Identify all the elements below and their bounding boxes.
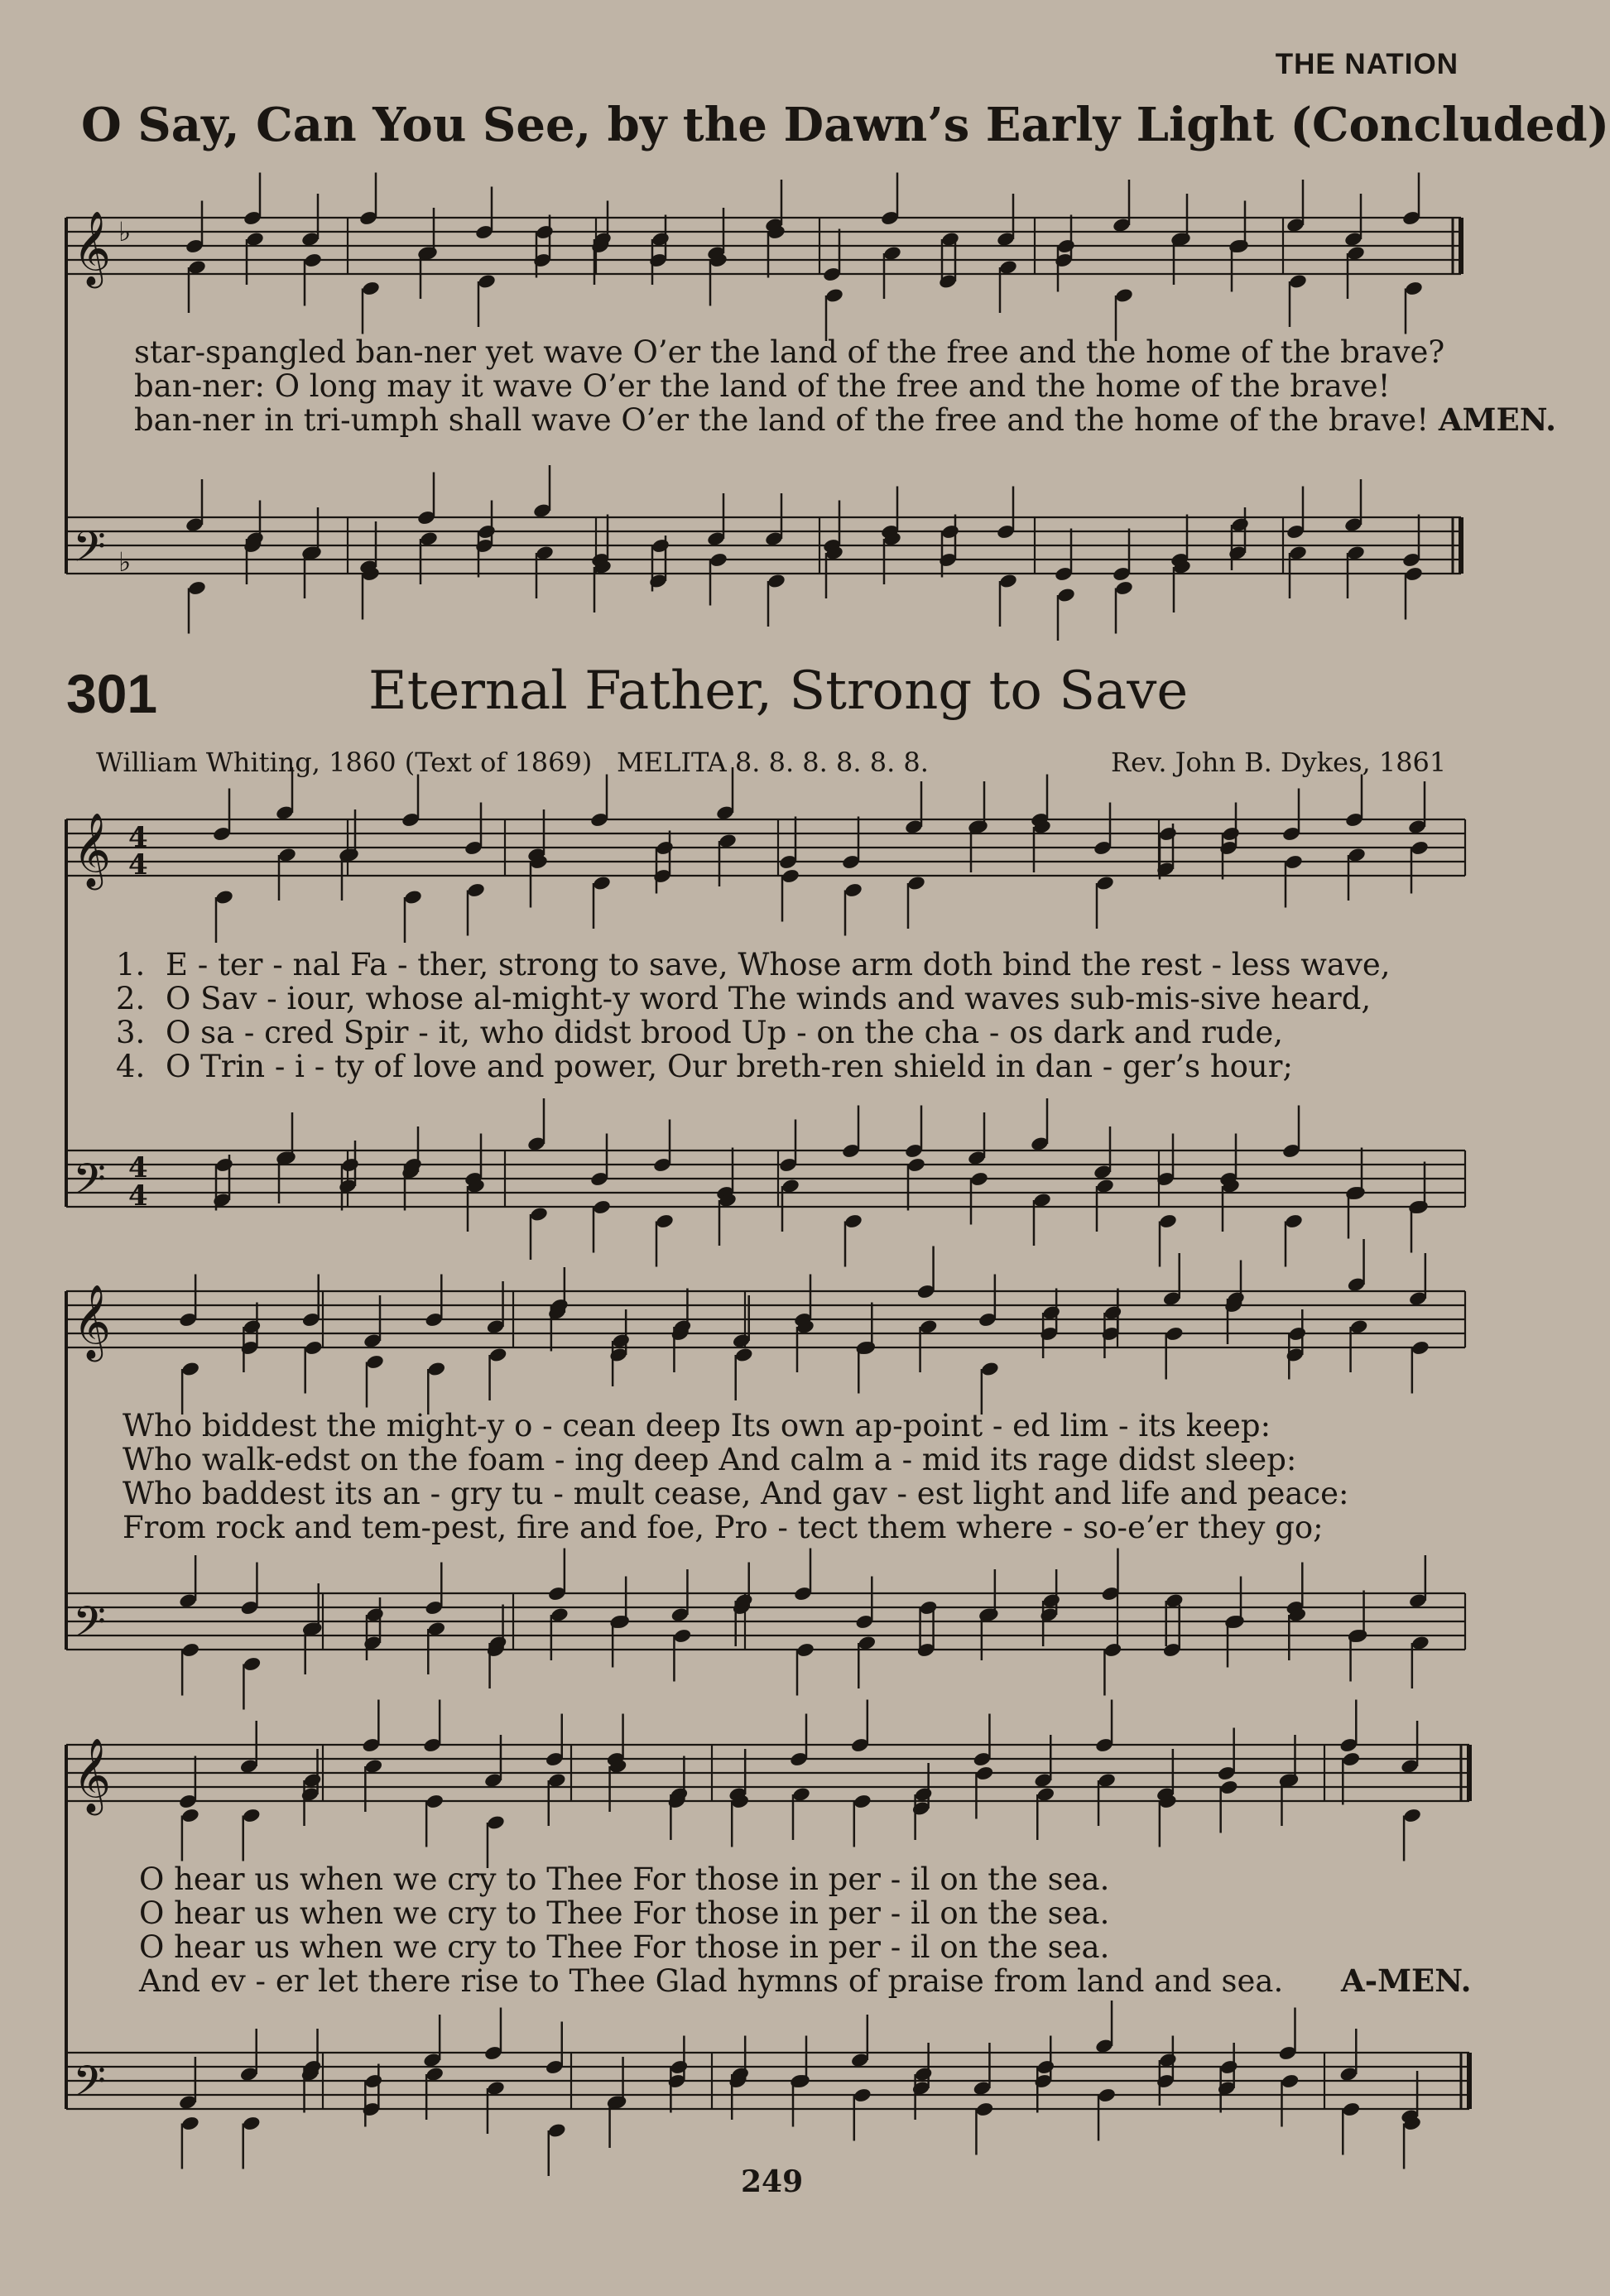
svg-text:4: 4 [128,1179,148,1213]
svg-text:4: 4 [128,1151,148,1184]
note-head [1056,587,1076,603]
note-head [1165,1326,1185,1343]
note-head [611,1614,631,1631]
hymn-composer: Rev. John B. Dykes, 1861 [1111,747,1447,778]
verse-4-line-2: From rock and tem-pest, fire and foe, Pro - tect them where - so-e’er they go; [123,1510,1324,1545]
note-head [547,2122,567,2139]
note-head [303,252,323,269]
note-head [1411,1340,1430,1357]
note-head [853,2087,872,2104]
note-head [975,2101,995,2118]
note-head [651,538,670,555]
verse-3-line-2: Who baddest its an - gry tu - mult cease, And gav - est light and life and peace: [123,1476,1349,1511]
anthem-lyric-line-3: ban-ner in tri-umph shall wave O’er the land of the free and the home of the brave! AMEN. [134,401,1557,438]
note-head [1056,238,1076,255]
svg-text:𝄞: 𝄞 [73,1738,112,1813]
note-head [824,287,844,304]
note-head [403,889,423,905]
note-head [709,552,728,569]
note-head [180,1361,200,1377]
note-head [304,1340,324,1357]
note-head [1158,826,1178,843]
treble-clef-icon: 𝄞 [73,813,112,887]
note-head [795,1642,815,1659]
note-head [843,882,863,899]
note-head [425,1794,445,1810]
note-head [214,1157,234,1174]
page-title: O Say, Can You See, by the Dawn’s Early Light (Concluded) [81,98,1610,152]
note-head [1341,1751,1361,1768]
note-head [975,1765,995,1782]
verse-2-line-2: Who walk-edst on the foam - ing deep And calm a - mid its rage didst sleep: [123,1442,1297,1477]
note-head [529,1206,549,1222]
anthem-amen: AMEN. [1438,401,1557,438]
note-head [426,1361,446,1377]
hymn-title: Eternal Father, Strong to Save [368,660,1189,722]
verse-1-line-2: Who biddest the might-y o - cean deep Its own ap-point - ed lim - its keep: [123,1408,1271,1443]
note-head [592,875,612,891]
anthem-lyric-line-1: star-spangled ban-ner yet wave O’er the land of the free and the home of the brave? [134,334,1445,370]
note-head [477,273,497,290]
note-head [180,1808,200,1824]
hymn-system2-treble [66,1291,1465,1347]
note-head [791,2073,811,2090]
treble-clef-icon: 𝄞 [73,211,112,286]
note-head [1281,2073,1300,2090]
note-head [843,1213,863,1230]
note-head [1287,1326,1307,1343]
note-head [477,524,497,540]
verse-3-line-3: O hear us when we cry to Thee For those in per - il on the sea. [139,1929,1110,1965]
note-head [180,2116,200,2132]
note-head [1097,2087,1117,2104]
hymn-number: 301 [66,663,158,724]
note-head [969,1171,989,1188]
note-head [767,573,786,589]
note-head [1410,840,1430,857]
anthem-bass-staff [66,517,1461,574]
svg-text:♭: ♭ [118,546,132,578]
note-head [187,580,207,597]
note-head [488,1347,508,1363]
note-head [340,1157,360,1174]
note-head [1347,1185,1367,1202]
page-number: 249 [741,2164,804,2199]
note-head [1404,566,1424,583]
time-signature-bottom: 4 [128,848,148,881]
note-head [857,1340,877,1357]
section-label: THE NATION [1275,48,1459,80]
note-head [670,2059,690,2076]
note-head [1226,1614,1246,1631]
hymn-system1-bass [66,1150,1465,1207]
note-head [1404,281,1424,297]
note-head [734,1347,754,1363]
note-head [243,1656,262,1673]
note-head [1349,1628,1369,1645]
note-head [1402,1808,1422,1824]
verse-2-line-3: O hear us when we cry to Thee For those in per - il on the sea. [139,1895,1110,1931]
note-head [906,1157,926,1174]
note-head [655,1213,675,1230]
note-head [919,1600,939,1616]
note-head [466,882,486,899]
verse-3-line-1: 3. O sa - cred Spir - it, who didst brood Up - on the cha - os dark and rude, [116,1015,1284,1050]
hymn-author: William Whiting, 1860 (Text of 1869) [96,747,593,778]
note-head [180,1642,200,1659]
verse-2-line-1: 2. O Sav - iour, whose al-might-y word The winds and waves sub-mis-sive heard, [116,981,1372,1016]
hymn-system2-bass [66,1593,1465,1650]
note-head [1288,273,1308,290]
note-head [781,868,800,885]
note-head [242,1808,262,1824]
anthem-treble-staff [66,218,1461,274]
note-head [1230,238,1250,255]
note-head [1036,2059,1055,2076]
note-head [592,1199,612,1216]
note-head [1410,1199,1430,1216]
hymn-system3-treble [66,1745,1469,1801]
note-head [1158,1213,1178,1230]
svg-text:𝄞: 𝄞 [73,1285,112,1359]
note-head [535,224,555,241]
note-head [365,1354,385,1371]
note-head [906,875,926,891]
note-head [1221,826,1241,843]
anthem-lyric-line-2: ban-ner: O long may it wave O’er the land of the free and the home of the brave! [134,368,1391,404]
note-head [980,1361,1000,1377]
note-head [1219,1780,1239,1796]
verse-4-line-1: 4. O Trin - i - ty of love and power, Our breth-ren shield in dan - ger’s hour; [116,1049,1293,1084]
note-head [998,573,1018,589]
hymn-amen: A-MEN. [1341,1962,1472,1999]
bass-clef-icon: 𝄢 [73,1154,106,1214]
note-head [1284,854,1304,871]
note-head [940,524,960,540]
time-signature-top: 4 [128,821,148,854]
note-head [655,840,675,857]
note-head [242,2116,262,2132]
note-head [1284,1213,1304,1230]
bass-clef-icon: 𝄢 [73,521,106,582]
svg-text:𝄢: 𝄢 [73,1597,106,1657]
note-head [214,889,234,905]
note-head [1219,2059,1239,2076]
hymn-system1-treble [66,819,1465,876]
note-head [1341,2101,1361,2118]
verse-1-line-3: O hear us when we cry to Thee For those in per - il on the sea. [139,1861,1110,1897]
hymn-tune: MELITA 8. 8. 8. 8. 8. 8. [617,747,929,778]
note-head [853,1794,872,1810]
note-head [1114,287,1134,304]
note-head [1103,1642,1123,1659]
hymn-system3-bass [66,2053,1469,2109]
verse-4-line-3: And ev - er let there rise to Thee Glad hymns of praise from land and sea. [139,1963,1284,1999]
note-head [1114,580,1134,597]
note-head [486,1814,506,1831]
note-head [1095,875,1115,891]
flat-icon: ♭ [118,216,132,247]
svg-text:𝄢: 𝄢 [73,2056,106,2116]
verse-1-line-1: 1. E - ter - nal Fa - ther, strong to save, Whose arm doth bind the rest - less wave, [116,947,1391,982]
note-head [361,281,381,297]
note-head [364,2073,384,2090]
note-head [673,1628,693,1645]
